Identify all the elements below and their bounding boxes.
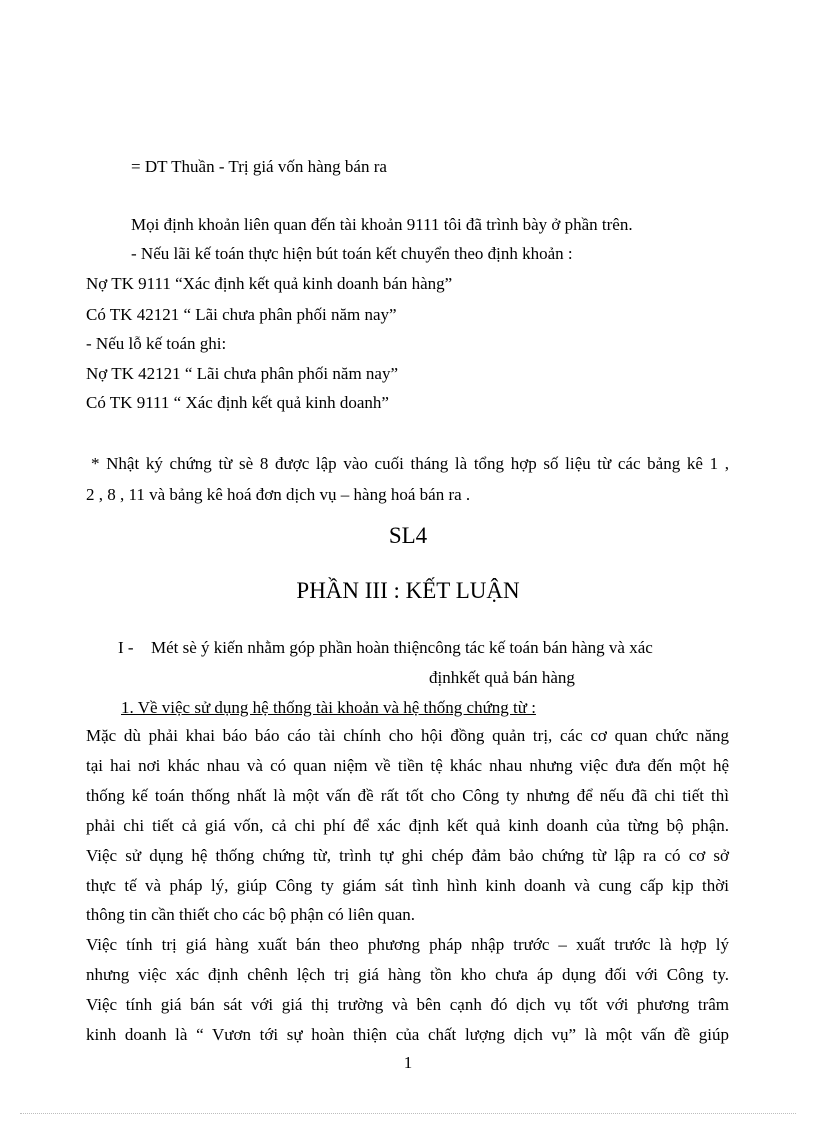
text-line: Mọi định khoản liên quan đến tài khoản 9111 tôi đã trình bày ở phần trên. <box>131 215 633 234</box>
entry-debit-profit: Nợ TK 9111 “Xác định kết quả kinh doanh bán hàng” <box>86 274 453 293</box>
formula-line: = DT Thuần - Trị giá vốn hàng bán ra <box>131 157 387 176</box>
page-number: 1 <box>403 1053 413 1072</box>
entry-credit-loss: Có TK 9111 “ Xác định kết quả kinh doanh” <box>86 393 389 412</box>
body-line: thông tin cần thiết cho các bộ phận có liên quan. <box>86 905 416 924</box>
entry-debit-loss: Nợ TK 42121 “ Lãi chưa phân phối năm nay” <box>86 364 399 383</box>
body-line: Việc sử dụng hệ thống chứng từ, trình tự ghi chép đảm bảo chứng từ lập ra có cơ sở <box>86 846 729 865</box>
body-line: thực tế và pháp lý, giúp Công ty giám sát tình hình kinh doanh và cung cấp kịp thời <box>86 876 729 895</box>
body-line: Mặc dù phải khai báo báo cáo tài chính cho hội đồng quản trị, các cơ quan chức năng <box>86 726 729 745</box>
text-line: - Nếu lỗ kế toán ghi: <box>86 334 227 353</box>
note-line: * Nhật ký chứng từ sè 8 được lập vào cuối tháng là tổng hợp số liệu từ các bảng kê 1 , <box>91 454 729 473</box>
entry-credit-profit: Có TK 42121 “ Lãi chưa phân phối năm nay” <box>86 305 397 324</box>
body-line: phải chi tiết cả giá vốn, cả chi phí để xác định kết quả kinh doanh của từng bộ phận. <box>86 816 729 835</box>
body-line: Việc tính giá bán sát với giá thị trường và bên cạnh đó dịch vụ tốt với phương trâm <box>86 995 729 1014</box>
body-line: nhưng việc xác định chênh lệch trị giá hàng tồn kho chưa áp dụng đối với Công ty. <box>86 965 729 984</box>
section-number: I - <box>118 638 134 657</box>
body-line: Việc tính trị giá hàng xuất bán theo phương pháp nhập trước – xuất trước là hợp lý <box>86 935 729 954</box>
sl4-marker: SL4 <box>388 523 428 548</box>
text-line: - Nếu lãi kế toán thực hiện bút toán kết chuyển theo định khoản : <box>131 244 573 263</box>
section-title-line: địnhkết quả bán hàng <box>429 668 575 687</box>
subsection-heading: 1. Về việc sử dụng hệ thống tài khoản và hệ thống chứng từ : <box>121 698 536 717</box>
body-line: tại hai nơi khác nhau và có quan niệm về tiền tệ khác nhau nhưng việc đưa đến một hệ <box>86 756 729 775</box>
body-line: kinh doanh là “ Vươn tới sự hoàn thiện của chất lượng dịch vụ” là một vấn đề giúp <box>86 1025 729 1044</box>
page-bottom-rule <box>20 1113 796 1114</box>
note-line: 2 , 8 , 11 và bảng kê hoá đơn dịch vụ – hàng hoá bán ra . <box>86 485 471 504</box>
part-title: PHẦN III : KẾT LUẬN <box>296 578 520 603</box>
body-line: thống kế toán thống nhất là một vấn đề rất tốt cho Công ty nhưng để nếu đã chi tiết thì <box>86 786 729 805</box>
section-title-line: Mét sè ý kiến nhằm góp phần hoàn thiệncông tác kế toán bán hàng và xác <box>151 638 653 657</box>
